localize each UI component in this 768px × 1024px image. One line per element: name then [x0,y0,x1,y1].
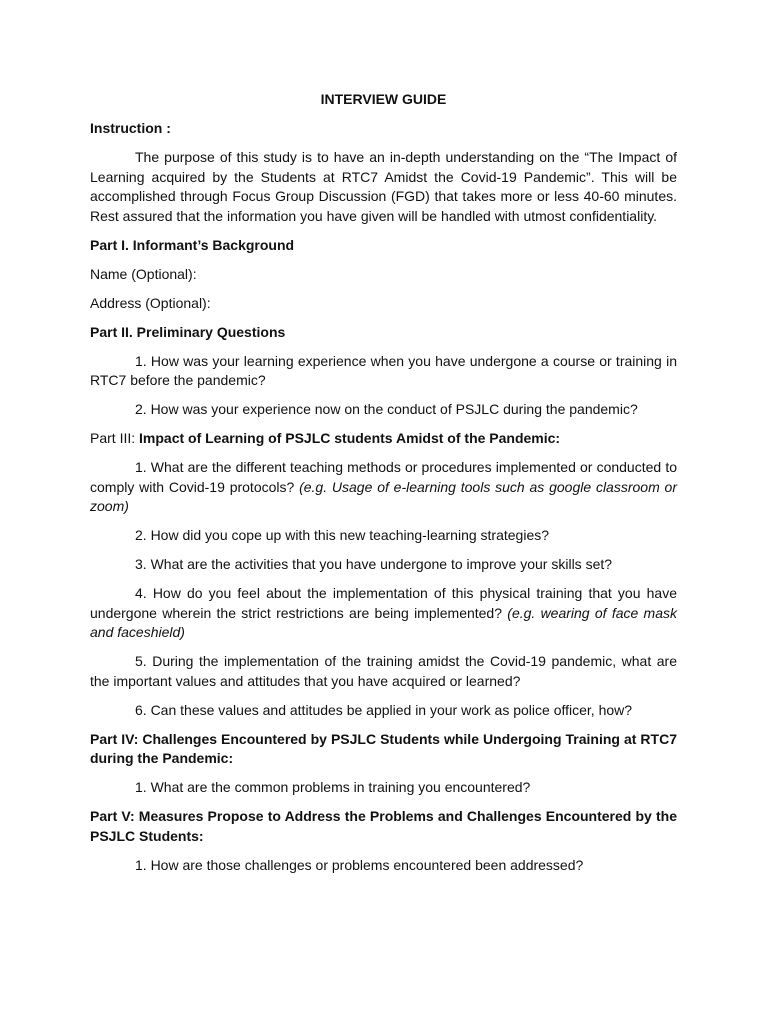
part3-question-1-example: (e.g. Usage of e-learning tools such as google classroom or zoom) [90,478,677,514]
part1-heading: Part I. Informant’s Background [90,236,295,253]
part2-question-2: 2. How was your experience now on the conduct of PSJLC during the pandemic? [135,401,638,417]
instruction-text: The purpose of this study is to have an in-depth understanding on the “The Impact of Learning acquired by the Students at RTC7 Amidst the Covid-19 Pandemic”. This will be accomplished through Focus Group Discussion (FGD) that takes more or less 40-60 minutes. Rest assured that the information you have given will be handled with utmost confidentiality. [90,149,677,224]
part3-heading-title: Impact of Learning of PSJLC students Amidst of the Pandemic: [139,430,561,446]
name-field-label: Name (Optional): [90,265,197,282]
part2-heading: Part II. Preliminary Questions [90,323,286,340]
instruction-label: Instruction : [90,120,171,136]
part3-heading-prefix: Part III: [90,430,140,446]
part3-question-1 [90,458,677,517]
part4-question-1: 1. What are the common problems in training you encountered? [135,779,531,795]
part3-question-5: 5. During the implementation of the training amidst the Covid-19 pandemic, what are the important values and attitudes that you have acquired or learned? [90,653,677,689]
document-page [90,90,677,885]
part3-heading [90,429,677,449]
part3-question-4-example: (e.g. wearing of face mask and faceshield) [90,604,677,640]
part3-question-2: 2. How did you cope up with this new teaching-learning strategies? [135,527,550,543]
part3-question-3: 3. What are the activities that you have undergone to improve your skills set? [135,556,613,572]
part3-question-6: 6. Can these values and attitudes be applied in your work as police officer, how? [135,701,633,718]
address-field-label: Address (Optional): [90,294,211,311]
part3-question-1-text: 1. What are the different teaching methods or procedures implemented or conducted to comply with Covid-19 protocols? [90,459,677,495]
part4-heading: Part IV: Challenges Encountered by PSJLC Students while Undergoing Training at RTC7 during the Pandemic: [90,730,677,766]
part5-question-1: 1. How are those challenges or problems encountered been addressed? [135,856,584,873]
document-title: INTERVIEW GUIDE [320,91,447,107]
part3-question-4 [90,584,677,643]
part2-question-1: 1. How was your learning experience when you have undergone a course or training in RTC7 before the pandemic? [90,352,677,388]
part5-heading: Part V: Measures Propose to Address the Problems and Challenges Encountered by the PSJLC Students: [90,808,677,844]
part3-question-4-text: 4. How do you feel about the implementation of this physical training that you have undergone wherein the strict restrictions are being implemented? [90,585,677,621]
